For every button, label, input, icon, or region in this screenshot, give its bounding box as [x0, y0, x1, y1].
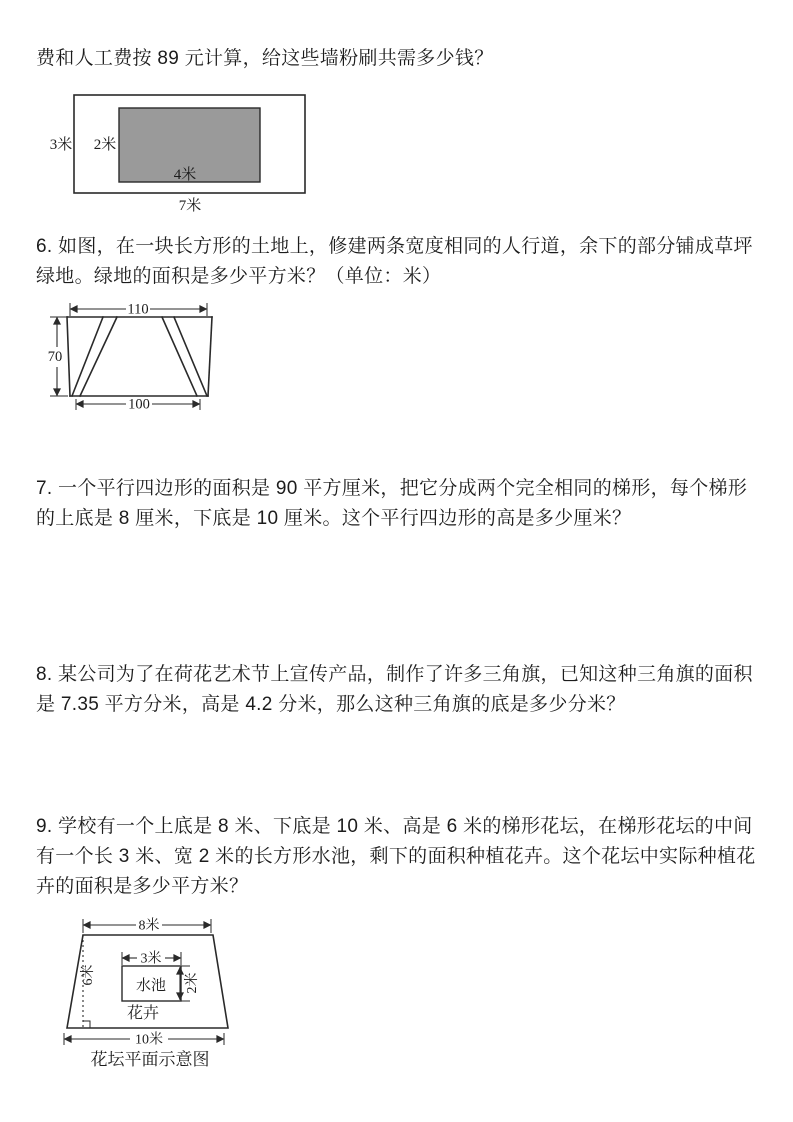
- problem-7-line: 7. 一个平行四边形的面积是 90 平方厘米，把它分成两个完全相同的梯形，每个梯形: [36, 478, 748, 499]
- land-top-width-label: 110: [127, 301, 149, 318]
- wall-inner-height-label: 2米: [93, 137, 117, 153]
- pool-width-dimension: [122, 950, 181, 967]
- problem-8-line: 8. 某公司为了在荷花艺术节上宣传产品，制作了许多三角旗，已知这种三角旗的面积: [36, 664, 753, 685]
- land-top-dimension: [70, 302, 207, 318]
- intro-line: 费和人工费按 89 元计算，给这些墙粉刷共需多少钱？: [36, 48, 494, 69]
- pool-height-dimension: [180, 966, 200, 1001]
- land-bottom-width-label: 100: [128, 396, 150, 413]
- right-walkway: [162, 317, 207, 396]
- flowerbed-top-label: 8米: [138, 918, 160, 934]
- problem-9-line: 卉的面积是多少平方米？: [36, 876, 249, 897]
- problem-9-line: 有一个长 3 米、宽 2 米的长方形水池，剩下的面积种植花卉。这个花坛中实际种植花: [36, 846, 756, 867]
- problem-6-line: 绿地。绿地的面积是多少平方米？（单位：米）: [36, 266, 442, 287]
- problem-9-line: 9. 学校有一个上底是 8 米、下底是 10 米、高是 6 米的梯形花坛，在梯形花坛的中间: [36, 816, 753, 837]
- pool-width-label: 3米: [140, 951, 162, 967]
- problem-7-text: [36, 474, 747, 534]
- land-bottom-dimension: [76, 397, 200, 413]
- flower-area-label: 花卉: [126, 1005, 160, 1022]
- problem-8-text: [36, 660, 753, 720]
- wall-outer-width-label: 7米: [178, 198, 202, 214]
- flowerbed-bottom-dimension: [64, 1031, 224, 1048]
- flowerbed-bottom-label: 10米: [135, 1032, 163, 1048]
- pool-label: 水池: [135, 978, 167, 994]
- land-height-label: 70: [47, 349, 63, 365]
- figure-flowerbed-diagram: [40, 912, 255, 1080]
- figure-land-walkways: [40, 300, 225, 422]
- flowerbed-top-dimension: [83, 917, 211, 934]
- problem-7-line: 的上底是 8 厘米，下底是 10 厘米。这个平行四边形的高是多少厘米？: [36, 508, 632, 529]
- land-right-edge: [208, 317, 212, 396]
- flowerbed-height-label: 6米: [81, 964, 96, 986]
- wall-inner-width-label: 4米: [173, 167, 197, 183]
- right-angle-marker: [83, 1021, 90, 1028]
- problem-8-line: 是 7.35 平方分米，高是 4.2 分米，那么这种三角旗的底是多少分米？: [36, 694, 626, 715]
- problem-9-text: [36, 812, 756, 902]
- left-walkway: [72, 317, 117, 396]
- flowerbed-caption: 花坛平面示意图: [90, 1050, 210, 1069]
- problem-6-line: 6. 如图，在一块长方形的土地上，修建两条宽度相同的人行道，余下的部分铺成草坪: [36, 236, 753, 257]
- land-left-dimension: [48, 317, 68, 396]
- problem-6-text: [36, 232, 753, 292]
- wall-outer-height-label: 3米: [49, 137, 73, 153]
- pool-height-label: 2米: [185, 972, 200, 994]
- intro-paragraph: [36, 44, 494, 74]
- figure-wall-diagram: [40, 90, 330, 225]
- land-left-edge: [67, 317, 70, 396]
